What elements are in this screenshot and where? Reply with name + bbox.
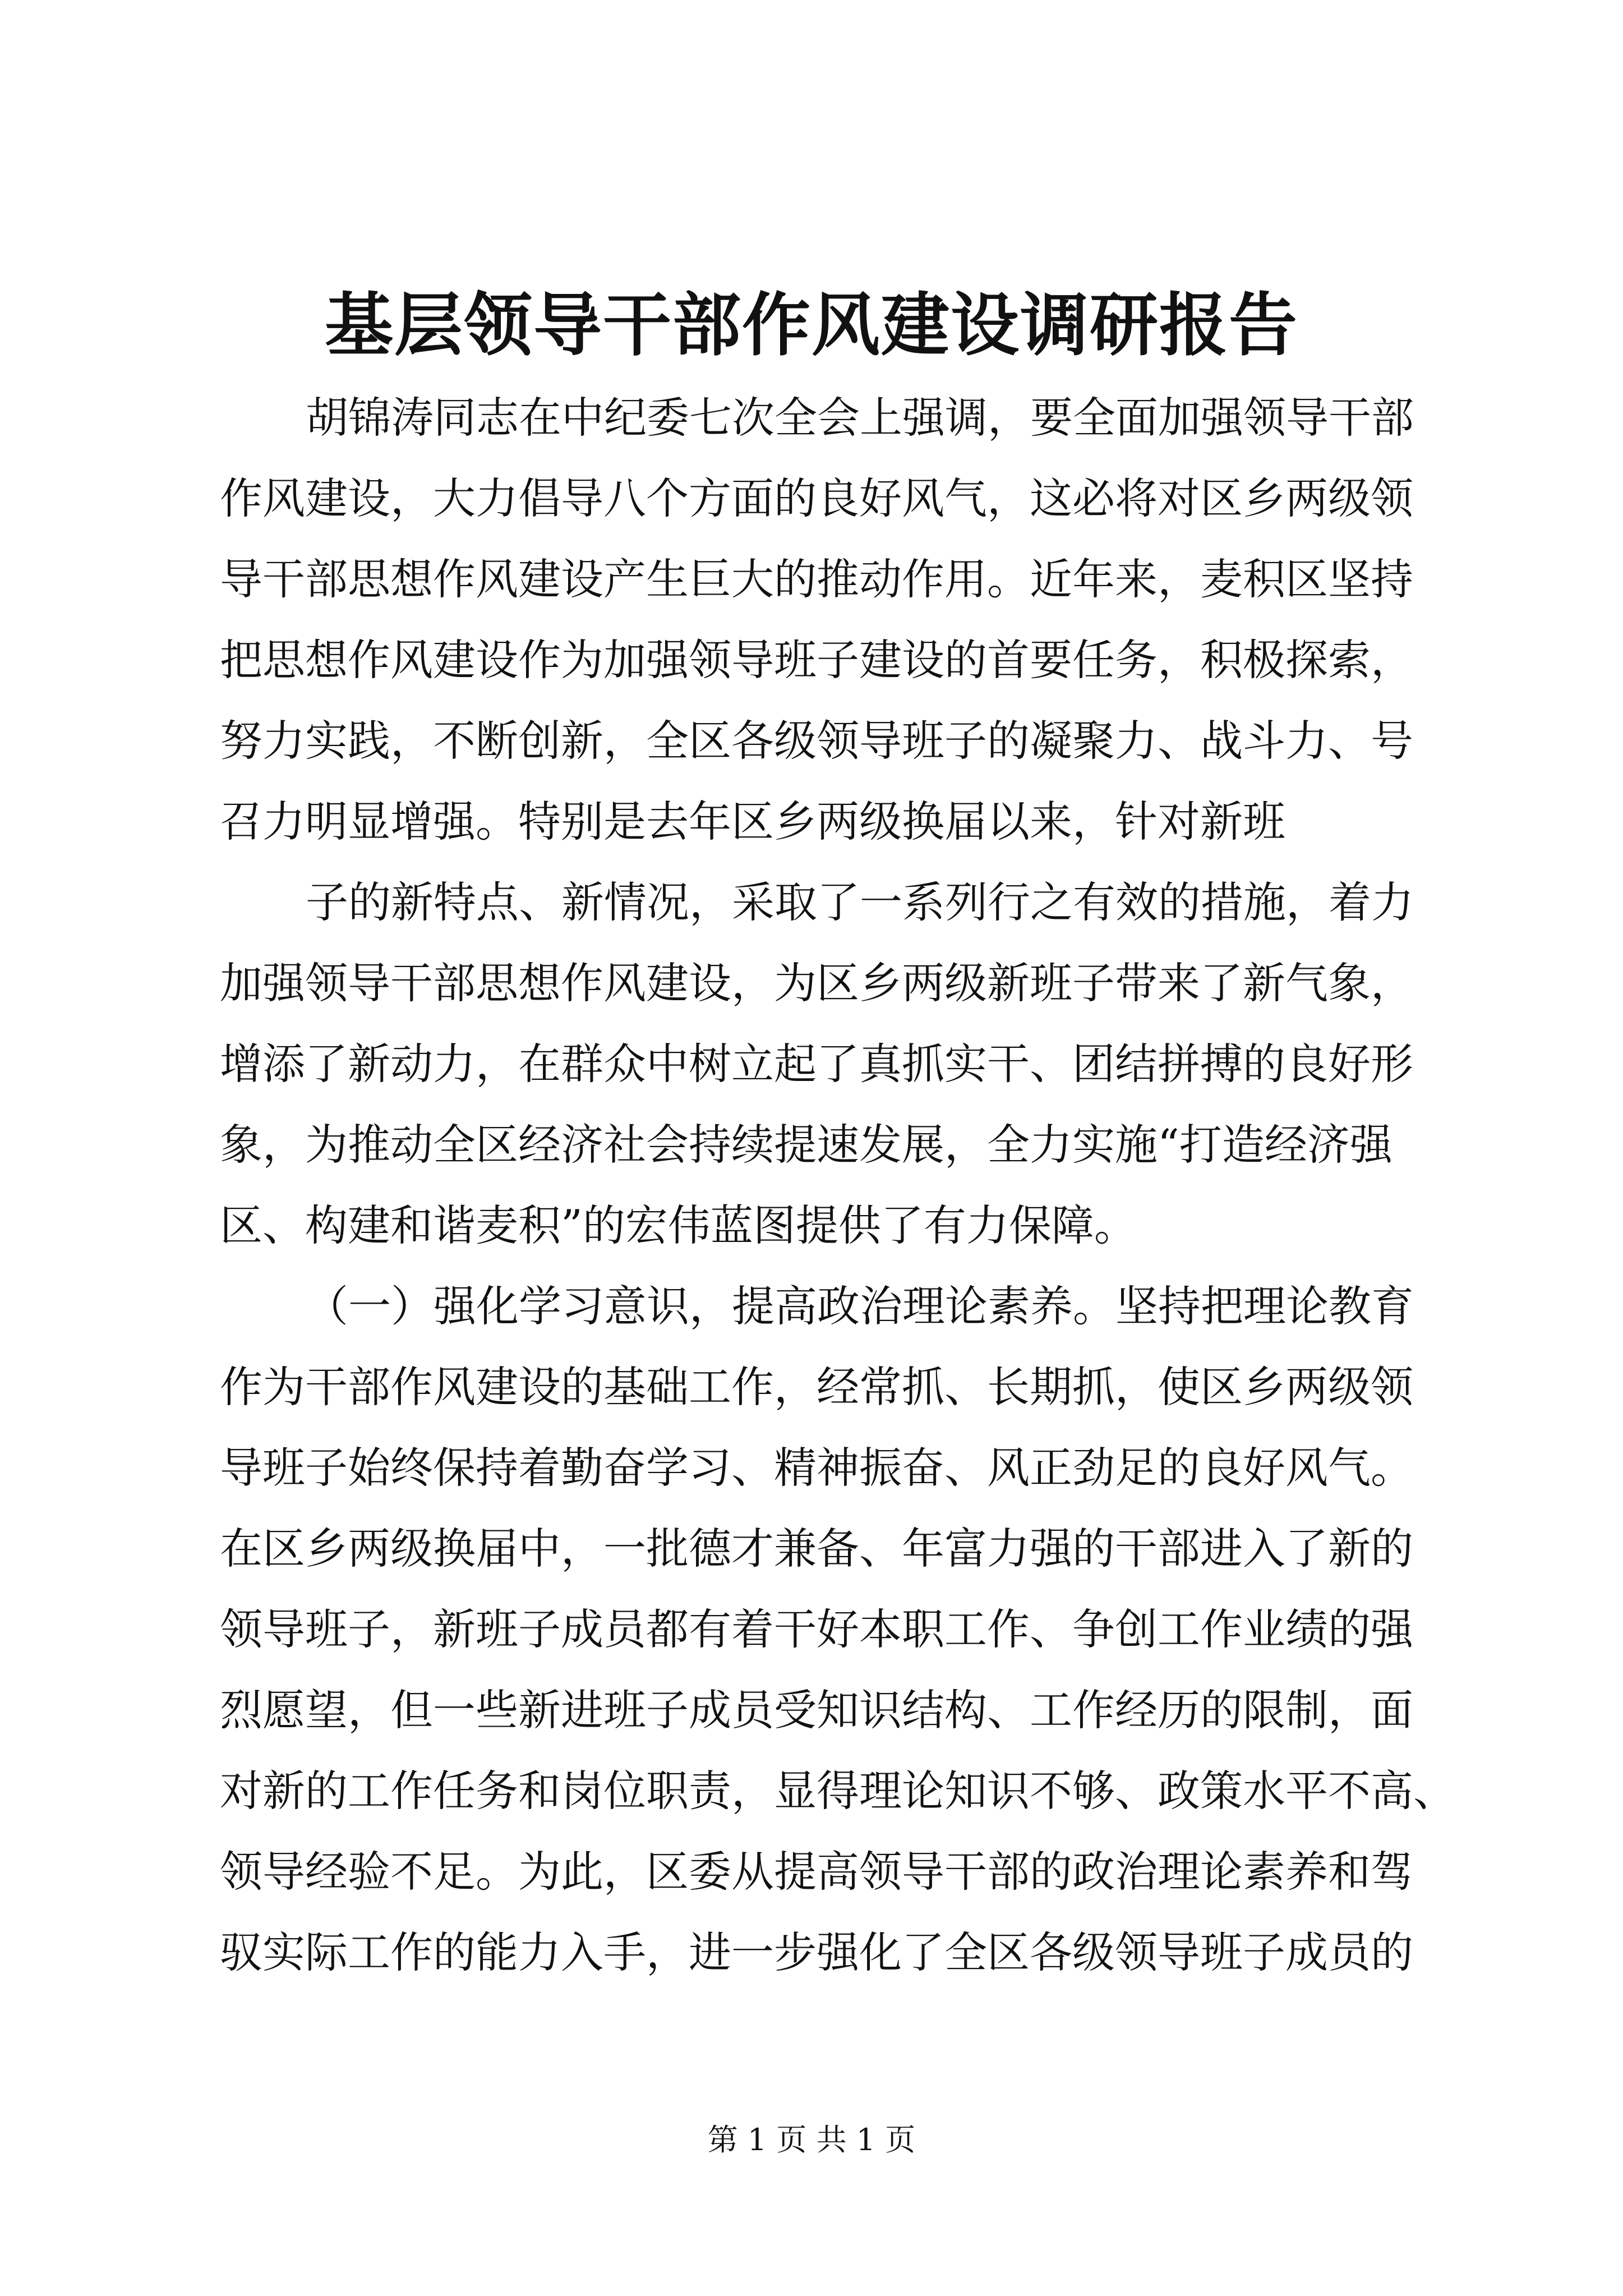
body-line: 领导经验不足。为此，区委从提高领导干部的政治理论素养和驾 xyxy=(220,1847,1413,1897)
body-line: 加强领导干部思想作风建设，为区乡两级新班子带来了新气象， xyxy=(220,958,1413,1008)
body-line: 对新的工作任务和岗位职责，显得理论知识不够、政策水平不高、 xyxy=(220,1766,1456,1816)
body-line: 作风建设，大力倡导八个方面的良好风气，这必将对区乡两级领 xyxy=(220,473,1413,523)
page-title: 基层领导干部作风建设调研报告 xyxy=(325,286,1298,365)
body-line: 在区乡两级换届中，一批德才兼备、年富力强的干部进入了新的 xyxy=(220,1524,1413,1573)
body-line: 导班子始终保持着勤奋学习、精神振奋、风正劲足的良好风气。 xyxy=(220,1443,1413,1493)
body-line: 子的新特点、新情况，采取了一系列行之有效的措施，着力 xyxy=(306,877,1414,927)
body-line: 领导班子，新班子成员都有着干好本职工作、争创工作业绩的强 xyxy=(220,1604,1413,1654)
body-line: 驭实际工作的能力入手，进一步强化了全区各级领导班子成员的 xyxy=(220,1927,1413,1977)
body-line: 增添了新动力，在群众中树立起了真抓实干、团结拼搏的良好形 xyxy=(220,1039,1413,1089)
body-line: 把思想作风建设作为加强领导班子建设的首要任务，积极探索， xyxy=(220,635,1413,685)
body-line: 作为干部作风建设的基础工作，经常抓、长期抓，使区乡两级领 xyxy=(220,1362,1413,1412)
body-line: 胡锦涛同志在中纪委七次全会上强调，要全面加强领导干部 xyxy=(306,393,1414,443)
body-line: 努力实践，不断创新，全区各级领导班子的凝聚力、战斗力、号 xyxy=(220,716,1413,766)
body-line: 象，为推动全区经济社会持续提速发展，全力实施“打造经济强 xyxy=(220,1120,1393,1170)
page-footer: 第 1 页 共 1 页 xyxy=(707,2122,916,2157)
body-line: 召力明显增强。特别是去年区乡两级换届以来，针对新班 xyxy=(220,797,1285,846)
body-line: 区、构建和谐麦积”的宏伟蓝图提供了有力保障。 xyxy=(220,1200,1137,1250)
body-line: 导干部思想作风建设产生巨大的推动作用。近年来，麦积区坚持 xyxy=(220,554,1413,604)
body-line: （一）强化学习意识，提高政治理论素养。坚持把理论教育 xyxy=(306,1281,1414,1331)
body-line: 烈愿望，但一些新进班子成员受知识结构、工作经历的限制，面 xyxy=(220,1685,1413,1735)
